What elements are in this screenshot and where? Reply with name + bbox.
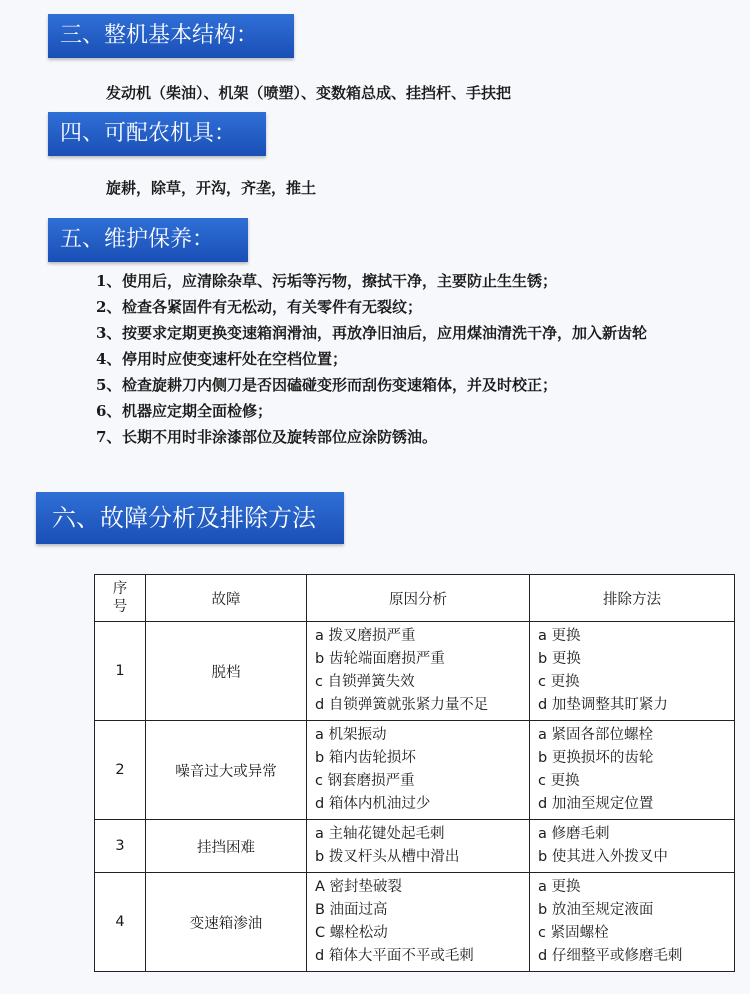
cause-line: b 箱内齿轮损坏 <box>315 750 416 766</box>
item-number: 1、 <box>96 272 122 290</box>
cause-line: c 自锁弹簧失效 <box>315 674 415 690</box>
item-number: 4、 <box>96 350 122 368</box>
fix-line: b 更换损坏的齿轮 <box>538 750 654 766</box>
maintenance-item <box>96 294 647 320</box>
item-number: 5、 <box>96 376 122 394</box>
fix-line: a 更换 <box>538 628 581 644</box>
cause-line: d 自锁弹簧就张紧力量不足 <box>315 697 489 713</box>
fix-line: c 更换 <box>538 674 580 690</box>
header-fix: 排除方法 <box>530 575 735 622</box>
fix-line: b 使其进入外拨叉中 <box>538 849 668 865</box>
section-title-maintenance: 五、维护保养： <box>48 218 248 262</box>
cause-line: d 箱体大平面不平或毛刺 <box>315 948 474 964</box>
cause-line: a 拨叉磨损严重 <box>315 628 416 644</box>
troubleshooting-table <box>94 574 735 972</box>
fix-line: c 紧固螺栓 <box>538 925 609 941</box>
row-fixes <box>530 820 735 873</box>
row-fault: 噪音过大或异常 <box>146 721 307 820</box>
item-number: 2、 <box>96 298 122 316</box>
row-causes <box>307 820 530 873</box>
cause-line: c 钢套磨损严重 <box>315 773 415 789</box>
row-number: 2 <box>95 721 146 820</box>
cause-line: C 螺栓松动 <box>315 925 388 941</box>
fix-line: d 加油至规定位置 <box>538 796 654 812</box>
item-text: 停用时应使变速杆处在空档位置； <box>122 350 348 368</box>
table-row <box>95 873 735 972</box>
table-row <box>95 622 735 721</box>
cause-line: a 机架振动 <box>315 727 387 743</box>
table-header-row <box>95 575 735 622</box>
cause-line: d 箱体内机油过少 <box>315 796 431 812</box>
item-text: 使用后，应清除杂草、污垢等污物，擦拭干净，主要防止生生锈； <box>122 272 558 290</box>
fix-line: d 仔细整平或修磨毛刺 <box>538 948 683 964</box>
section-title-troubleshooting: 六、故障分析及排除方法 <box>36 492 344 544</box>
item-text: 长期不用时非涂漆部位及旋转部位应涂防锈油。 <box>122 428 438 446</box>
maintenance-item <box>96 346 647 372</box>
row-number: 3 <box>95 820 146 873</box>
row-fault: 脱档 <box>146 622 307 721</box>
row-causes <box>307 622 530 721</box>
maintenance-item <box>96 268 647 294</box>
cause-line: b 齿轮端面磨损严重 <box>315 651 445 667</box>
item-text: 按要求定期更换变速箱润滑油，再放净旧油后，应用煤油清洗干净，加入新齿轮 <box>122 324 648 342</box>
header-no-line2: 号 <box>112 599 128 615</box>
cause-line: b 拨叉杆头从槽中滑出 <box>315 849 460 865</box>
fix-line: a 修磨毛刺 <box>538 826 610 842</box>
cause-line: a 主轴花键处起毛刺 <box>315 826 445 842</box>
item-number: 3、 <box>96 324 122 342</box>
maintenance-list <box>96 268 647 450</box>
fix-line: a 紧固各部位螺栓 <box>538 727 653 743</box>
item-text: 机器应定期全面检修； <box>122 402 273 420</box>
item-text: 检查各紧固件有无松动，有关零件有无裂纹； <box>122 298 423 316</box>
row-fault: 挂挡困难 <box>146 820 307 873</box>
header-fault: 故障 <box>146 575 307 622</box>
implements-text: 旋耕，除草，开沟，齐垄，推土 <box>106 179 317 197</box>
header-no <box>95 575 146 622</box>
cause-line: A 密封垫破裂 <box>315 879 403 895</box>
row-fixes <box>530 873 735 972</box>
fix-line: d 加垫调整其盯紧力 <box>538 697 668 713</box>
structure-text: 发动机（柴油）、机架（喷塑）、变数箱总成、挂挡杆、手扶把 <box>106 84 512 102</box>
maintenance-item <box>96 424 647 450</box>
row-fault: 变速箱渗油 <box>146 873 307 972</box>
fix-line: b 更换 <box>538 651 581 667</box>
header-no-line1: 序 <box>112 581 128 597</box>
row-fixes <box>530 721 735 820</box>
table-row <box>95 721 735 820</box>
maintenance-item <box>96 372 647 398</box>
row-causes <box>307 873 530 972</box>
table-row <box>95 820 735 873</box>
row-number: 1 <box>95 622 146 721</box>
item-number: 6、 <box>96 402 122 420</box>
fix-line: a 更换 <box>538 879 581 895</box>
item-text: 检查旋耕刀内侧刀是否因磕碰变形而刮伤变速箱体，并及时校正； <box>122 376 558 394</box>
row-causes <box>307 721 530 820</box>
section-title-structure: 三、整机基本结构： <box>48 14 294 58</box>
header-cause: 原因分析 <box>307 575 530 622</box>
section-title-implements: 四、可配农机具： <box>48 112 266 156</box>
row-number: 4 <box>95 873 146 972</box>
cause-line: B 油面过高 <box>315 902 388 918</box>
row-fixes <box>530 622 735 721</box>
item-number: 7、 <box>96 428 122 446</box>
fix-line: c 更换 <box>538 773 580 789</box>
maintenance-item <box>96 398 647 424</box>
fix-line: b 放油至规定液面 <box>538 902 654 918</box>
maintenance-item <box>96 320 647 346</box>
